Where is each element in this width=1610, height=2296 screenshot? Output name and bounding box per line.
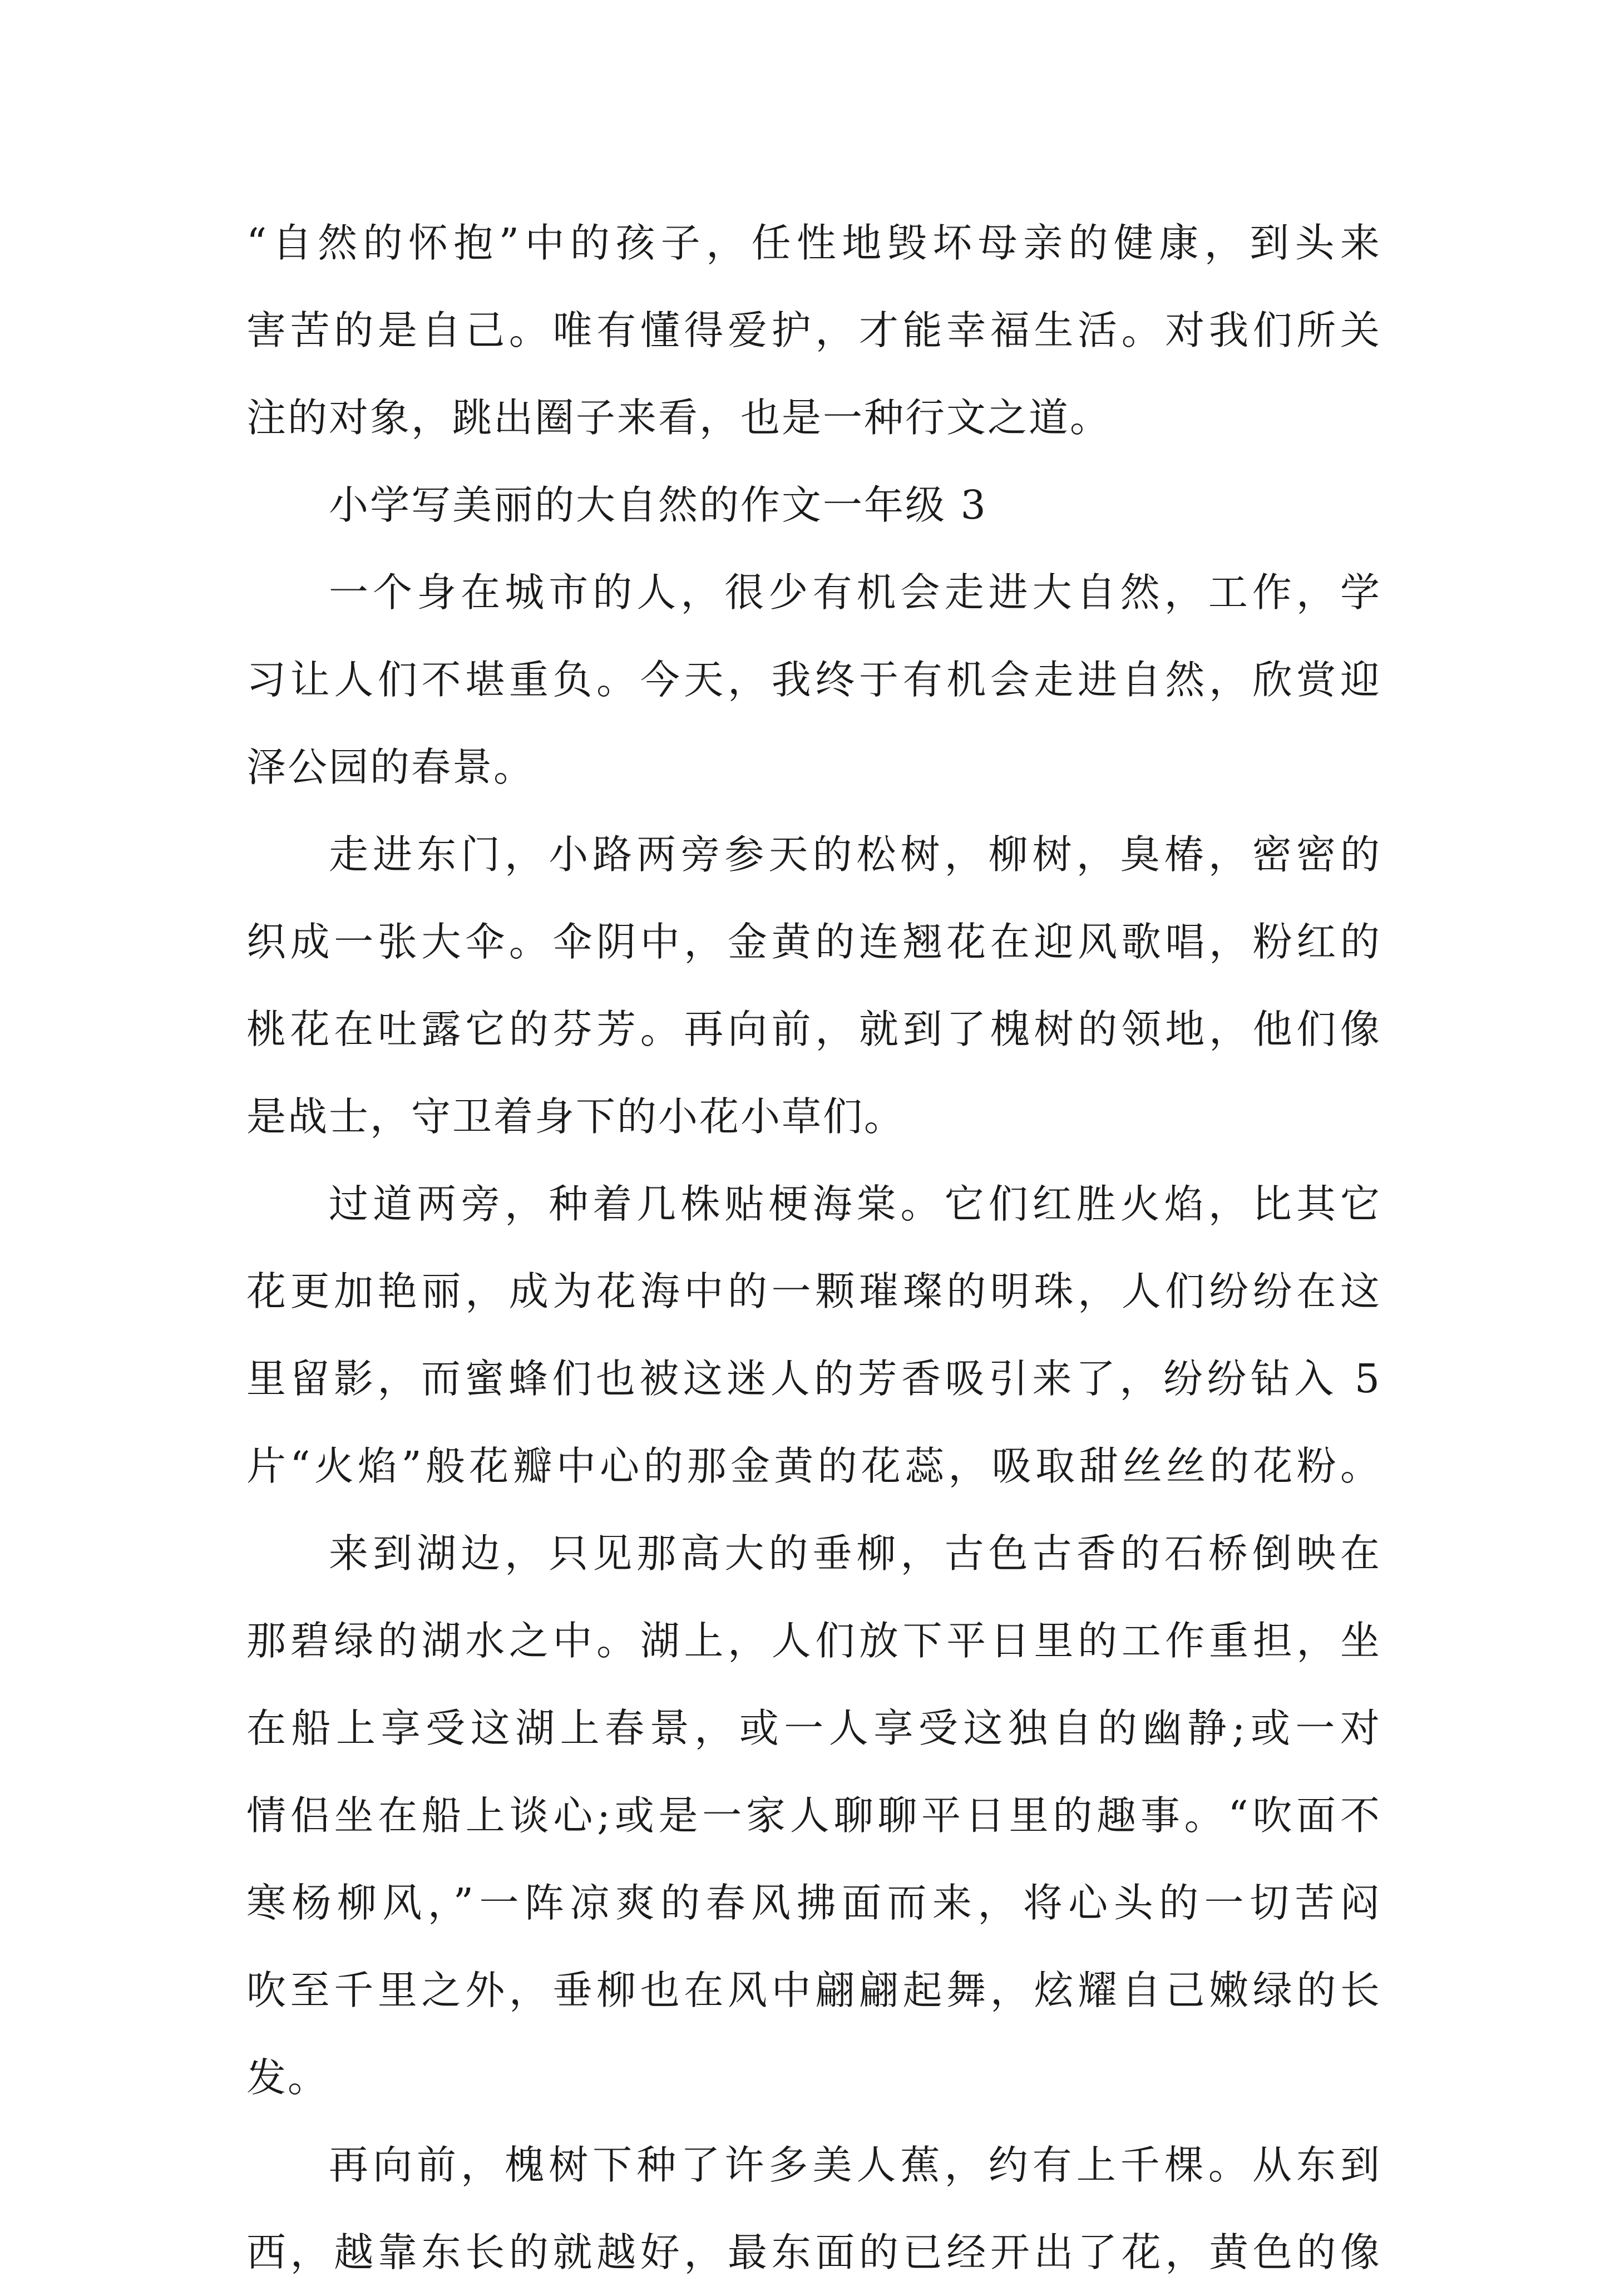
text-line: 片“火焰”般花瓣中心的那金黄的花蕊，吸取甜丝丝的花粉。 [246, 1443, 1381, 1489]
text-line: 在船上享受这湖上春景，或一人享受这独自的幽静;或一对 [246, 1705, 1381, 1751]
text-line: 过道两旁，种着几株贴梗海棠。它们红胜火焰，比其它 [329, 1181, 1381, 1227]
text-line: 那碧绿的湖水之中。湖上，人们放下平日里的工作重担，坐 [246, 1618, 1381, 1664]
text-line: 里留影，而蜜蜂们也被这迷人的芳香吸引来了，纷纷钻入 5 [246, 1356, 1381, 1402]
text-line: 情侣坐在船上谈心;或是一家人聊聊平日里的趣事。“吹面不 [246, 1792, 1381, 1839]
text-line: 吹至千里之外，垂柳也在风中翩翩起舞，炫耀自己嫩绿的长 [246, 1967, 1381, 2013]
text-line: 习让人们不堪重负。今天，我终于有机会走进自然，欣赏迎 [246, 657, 1381, 703]
document-body [246, 199, 1381, 2296]
text-line: 织成一张大伞。伞阴中，金黄的连翘花在迎风歌唱，粉红的 [246, 919, 1381, 965]
text-line: 再向前，槐树下种了许多美人蕉，约有上千棵。从东到 [329, 2142, 1381, 2188]
text-line: 小学写美丽的大自然的作文一年级 3 [329, 482, 987, 528]
text-line: 是战士，守卫着身下的小花小草们。 [246, 1093, 906, 1140]
text-line: 西，越靠东长的就越好，最东面的已经开出了花，黄色的像 [246, 2229, 1381, 2275]
text-line: 来到湖边，只见那高大的垂柳，古色古香的石桥倒映在 [329, 1530, 1381, 1576]
text-line: “自然的怀抱”中的孩子，任性地毁坏母亲的健康，到头来 [246, 220, 1381, 266]
text-line: 桃花在吐露它的芬芳。再向前，就到了槐树的领地，他们像 [246, 1006, 1381, 1052]
text-line: 花更加艳丽，成为花海中的一颗璀璨的明珠，人们纷纷在这 [246, 1268, 1381, 1314]
text-line: 一个身在城市的人，很少有机会走进大自然，工作，学 [329, 569, 1381, 615]
text-line: 害苦的是自己。唯有懂得爱护，才能幸福生活。对我们所关 [246, 307, 1381, 353]
text-line: 寒杨柳风，”一阵凉爽的春风拂面而来，将心头的一切苦闷 [246, 1880, 1381, 1926]
text-line: 发。 [246, 2054, 329, 2101]
text-line: 走进东门，小路两旁参天的松树，柳树，臭椿，密密的 [329, 831, 1381, 878]
text-line: 泽公园的春景。 [246, 744, 535, 790]
text-line: 注的对象，跳出圈子来看，也是一种行文之道。 [246, 395, 1112, 441]
